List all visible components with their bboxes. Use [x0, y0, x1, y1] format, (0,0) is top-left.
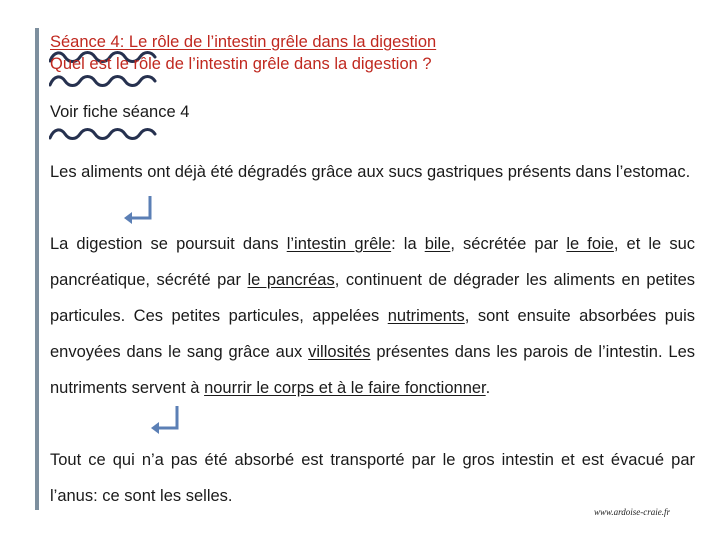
paragraph-small-intestine: La digestion se poursuit dans l’intestin grêle: la bile, sécrétée par le foie, et le suc pancréatique, sécrété par le pancréas, continuent de dégrader les aliments en petites particules. Ces petites particules, appelées nutriments, sont ensuite absorbées puis envoyées dans le sang grâce aux villosités présentes dans les parois de l’intestin. Les nutriments servent à nourrir le corps et à le faire fonctionner.	[50, 235, 696, 397]
margin-line	[35, 28, 39, 510]
page-title: Séance 4: Le rôle de l’intestin grêle dans la digestion	[50, 33, 437, 51]
keyword-nutrients: nutriments	[387, 307, 465, 325]
instruction-text: Voir fiche séance 4	[50, 103, 190, 121]
keyword-liver: le foie	[566, 235, 614, 253]
paragraph-large-intestine: Tout ce qui n’a pas été absorbé est transporté par le gros intestin et est évacué par l’anus: ce sont les selles.	[50, 451, 695, 505]
watermark: www.ardoise-craie.fr	[594, 507, 670, 517]
keyword-small-intestine: l’intestin grêle	[286, 235, 392, 253]
wavy-underline-decoration	[49, 125, 159, 141]
keyword-bile: bile	[424, 235, 451, 253]
keyword-villi: villosités	[308, 343, 371, 361]
return-arrow-icon	[150, 404, 182, 440]
paragraph-stomach: Les aliments ont déjà été dégradés grâce aux sucs gastriques présents dans l’estomac.	[50, 163, 691, 181]
return-arrow-icon	[123, 194, 155, 230]
lesson-question: Quel est le rôle de l’intestin grêle dans la digestion ?	[50, 55, 432, 73]
keyword-pancreas: le pancréas	[247, 271, 335, 289]
keyword-nourish-body: nourrir le corps et à le faire fonctionner	[204, 379, 486, 397]
wavy-underline-decoration	[49, 72, 159, 88]
